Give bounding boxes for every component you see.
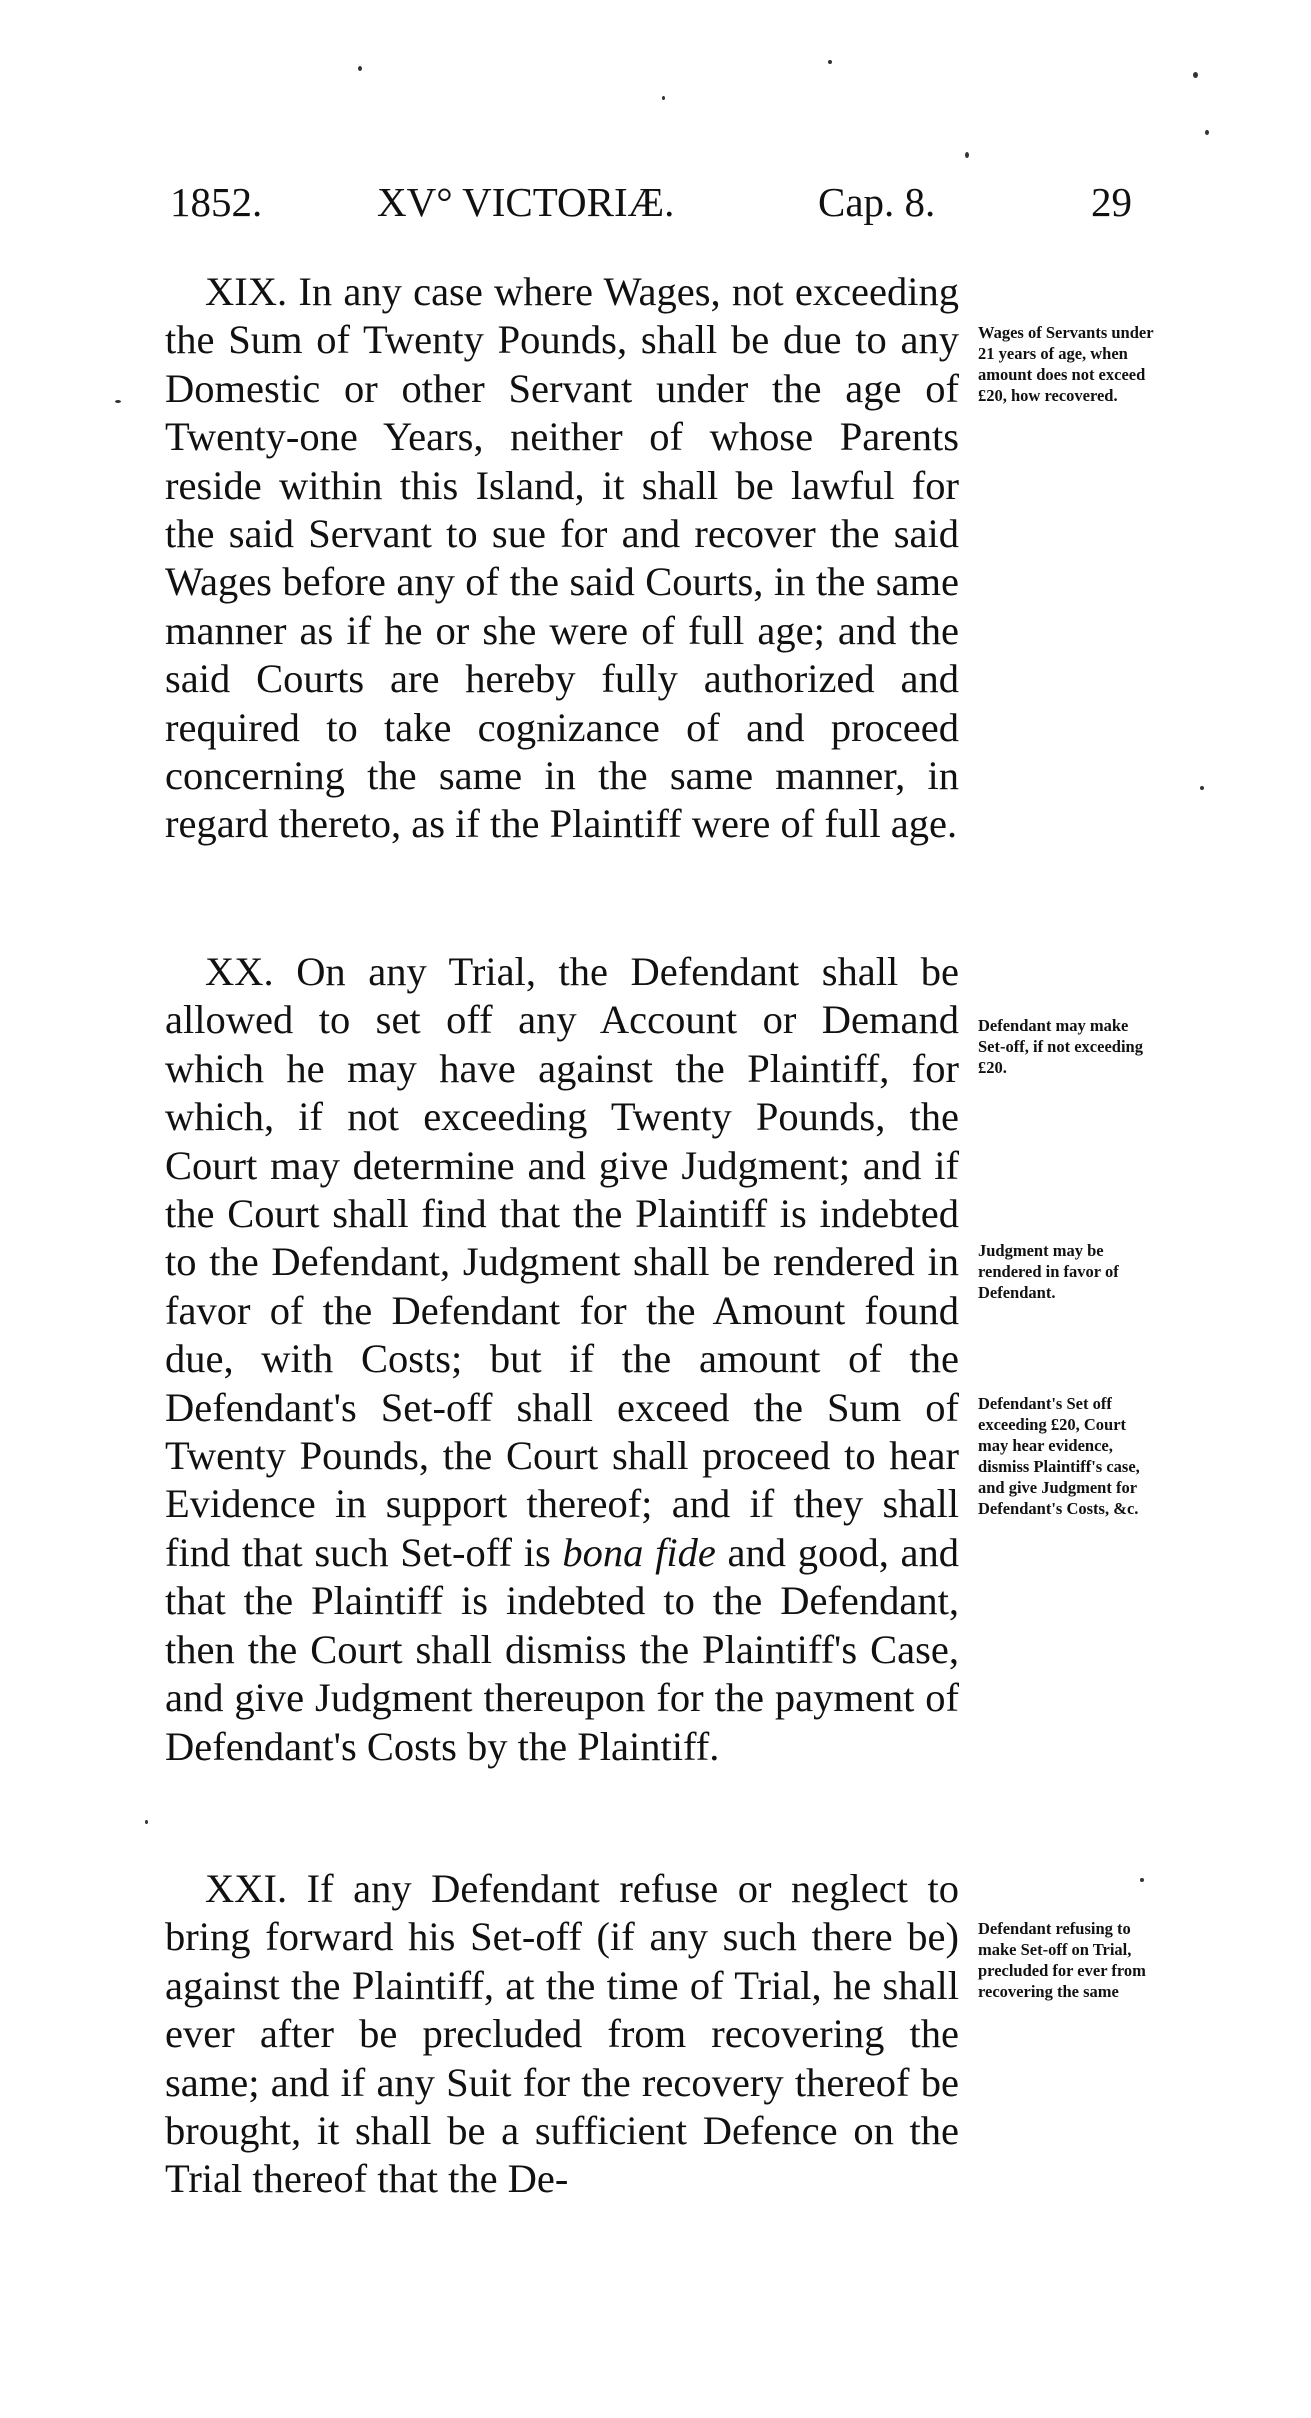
header-chapter: Cap. 8. <box>818 179 936 225</box>
section-xix <box>165 268 959 849</box>
section-number: XIX. <box>205 269 288 314</box>
section-xxi <box>165 1865 959 2204</box>
section-number: XXI. <box>205 1866 288 1911</box>
scan-speck <box>358 66 362 71</box>
section-xix-paragraph <box>165 268 959 849</box>
margin-note-judgment: Judgment may be rendered in favor of Defendant. <box>978 1241 1119 1302</box>
section-xx <box>165 948 959 1771</box>
scan-speck <box>662 96 665 100</box>
page-number: 29 <box>1091 179 1132 225</box>
scan-speck <box>1205 130 1209 135</box>
scan-speck <box>1140 1878 1144 1882</box>
header-reign: XV° VICTORIÆ. <box>377 179 675 225</box>
section-xxi-paragraph <box>165 1865 959 2204</box>
section-text-part-1: On any Trial, the Defendant shall be allowed to set off any Account or Demand which he may have against the Plaintiff, for which, if not exceeding Twenty Pounds, the Court may determine and give Judgment; and if the Court shall find that the Plaintiff is indebted to the Defendant, Judgment shall be rendered in favor of the Defendant for the Amount found due, with Costs; but if the amount of the Defendant's Set-off shall exceed the Sum of Twenty Pounds, the Court shall proceed to hear Evidence in support thereof; and if they shall find that such Set-off is <box>165 949 960 1575</box>
margin-note-set-off-exceeding: Defendant's Set off exceeding £20, Court may hear evidence, dismiss Plaintiff's case, and give Judgment for Defendant's Costs, &c. <box>978 1394 1140 1518</box>
section-text-italic: bona fide <box>562 1529 716 1575</box>
scan-speck <box>1193 72 1198 78</box>
scan-speck <box>115 400 121 403</box>
margin-note-refusing-set-off: Defendant refusing to make Set-off on Trial, precluded for ever from recovering the same <box>978 1919 1146 2001</box>
margin-note-wages: Wages of Servants under 21 years of age, when amount does not exceed £20, how recovered. <box>978 323 1154 405</box>
section-text: If any Defendant refuse or neglect to bring forward his Set-off (if any such there be) against the Plaintiff, at the time of Trial, he shall ever after be precluded from recovering the same; and if any Suit for the recovery thereof be brought, it shall be a sufficient Defence on the Trial thereof that the De- <box>165 1866 959 2202</box>
header-year: 1852. <box>170 179 263 225</box>
section-number: XX. <box>205 949 274 994</box>
margin-note-set-off: Defendant may make Set-off, if not exceeding £20. <box>978 1016 1143 1077</box>
scan-speck <box>1200 786 1204 790</box>
section-text-part-2: and good, and that the Plaintiff is indebted to the Defendant, then the Court shall dismiss the Plaintiff's Case, and give Judgment thereupon for the payment of Defendant's Costs by the Plaintiff. <box>165 1529 960 1769</box>
scan-speck <box>965 152 969 158</box>
scan-speck <box>145 1820 148 1824</box>
running-head <box>170 172 1132 232</box>
section-text: In any case where Wages, not exceeding the Sum of Twenty Pounds, shall be due to any Domestic or other Servant under the age of Twenty-one Years, neither of whose Parents reside within this Island, it shall be lawful for the said Servant to sue for and recover the said Wages before any of the said Courts, in the same manner as if he or she were of full age; and the said Courts are hereby fully authorized and required to take cognizance of and proceed concerning the same in the same manner, in regard thereto, as if the Plaintiff were of full age. <box>165 269 959 847</box>
scan-speck <box>828 60 832 64</box>
section-xx-paragraph <box>165 948 959 1771</box>
